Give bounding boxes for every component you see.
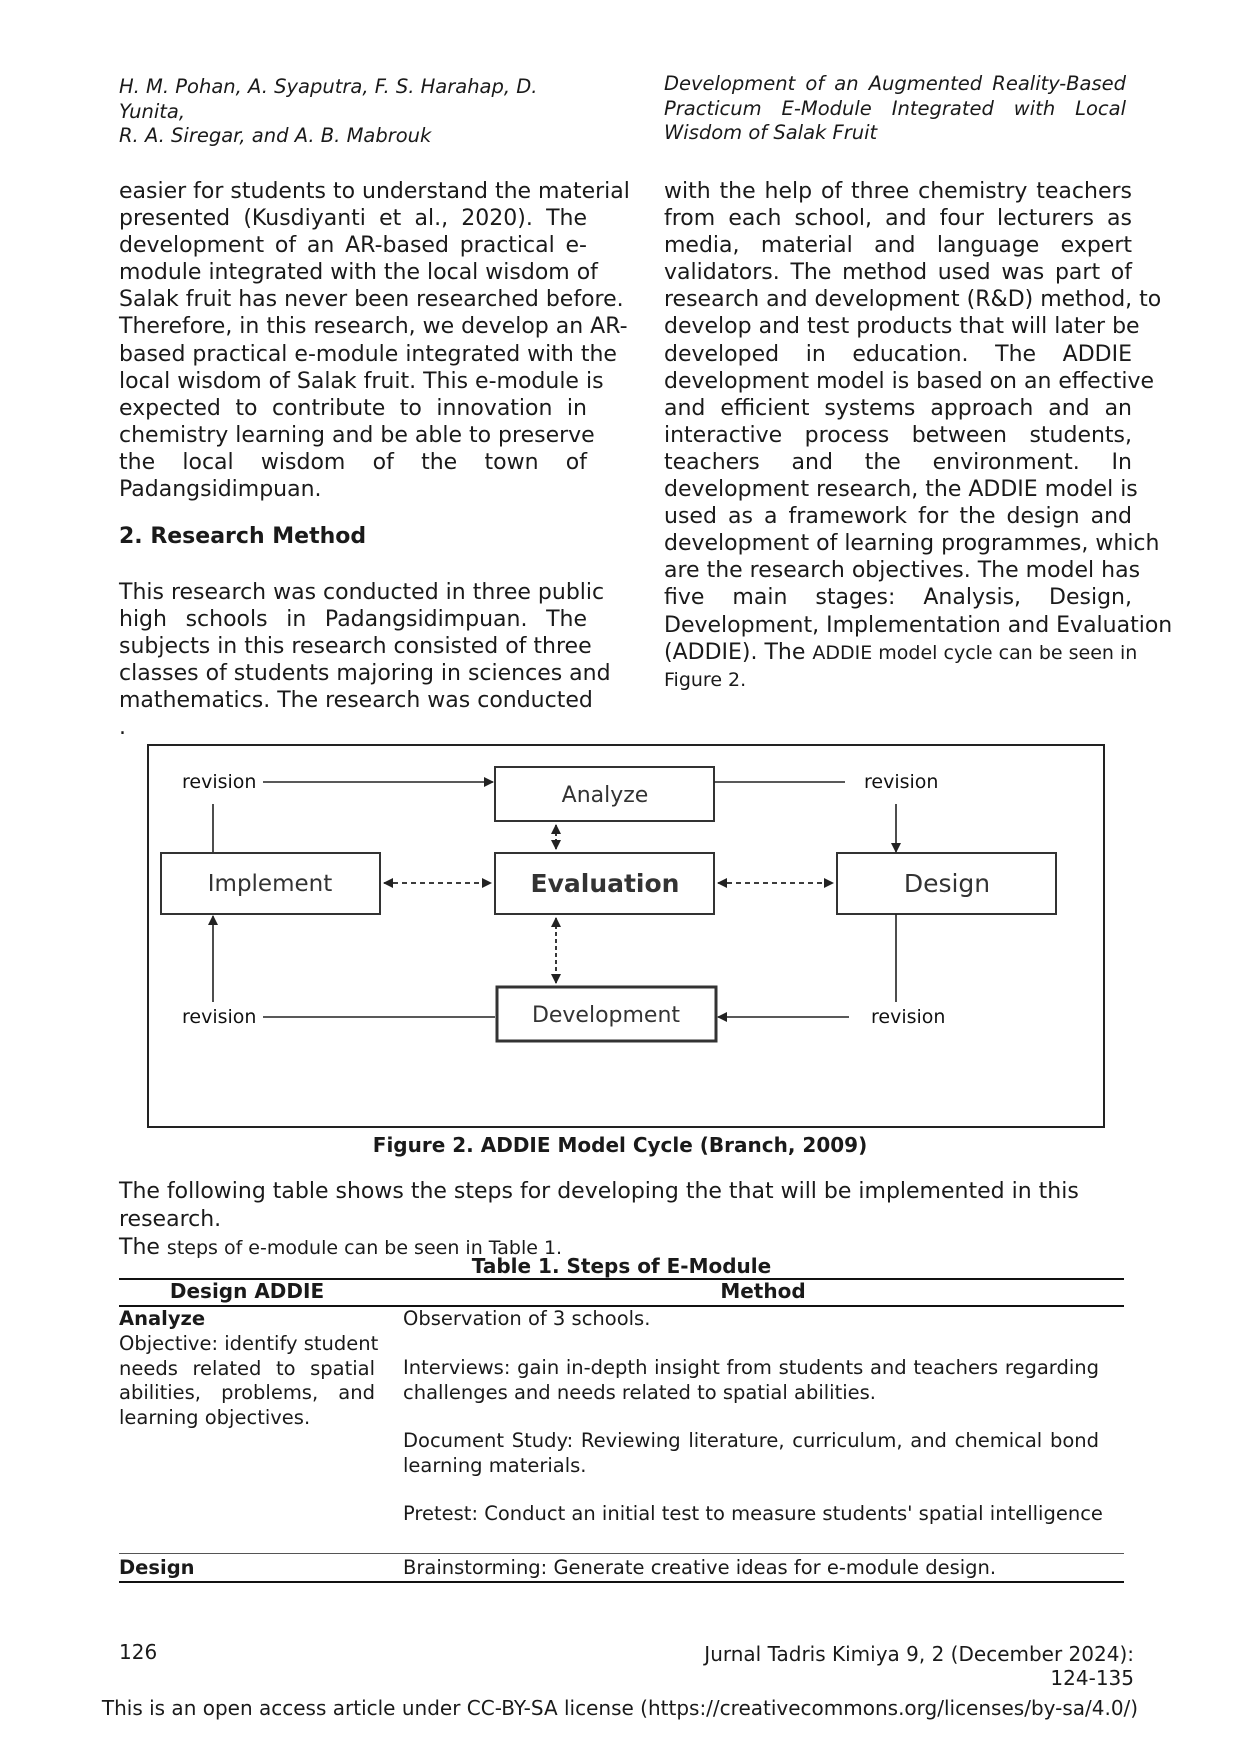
figure-caption [0,1133,1240,1157]
revision-label-top-right: revision [864,771,939,793]
text-line: Brainstorming: Generate creative ideas for e-module design. [403,1556,997,1579]
text-line: Pretest: Conduct an initial test to measure students' spatial intelligence [403,1502,1103,1525]
text-line: learning objectives. [119,1405,311,1429]
text-line: The following table shows the steps for developing the that will be implemented in this research. [119,1179,1079,1232]
text-line: Observation of 3 schools. [403,1307,651,1330]
text-line: the local wisdom of the town of [119,449,587,475]
revision-label-bottom-left: revision [182,1006,257,1028]
text-line: high schools in Padangsidimpuan. The [119,607,587,633]
table-row-stage: Analyze [119,1307,206,1330]
table-method-item [403,1502,1103,1527]
text-line: subjects in this research consisted of three [119,634,592,660]
text-line: Salak fruit has never been researched before. [119,287,624,313]
text-line: mathematics. The research was conducted [119,688,593,714]
addie-figure [147,744,1105,1128]
text-line: chemistry learning and be able to preserve [119,422,595,448]
text-line: five main stages: Analysis, Design, [664,585,1132,611]
text-fragment-small: ADDIE model cycle can be seen in [812,641,1138,664]
table-row-rule [119,1553,1124,1554]
text-line: development of an AR-based practical e- [119,233,587,259]
text-line: and efficient systems approach and an [664,395,1132,421]
revision-label-top-left: revision [182,771,257,793]
text-line: local wisdom of Salak fruit. This e-module is [119,368,604,394]
table-method-item [403,1556,1099,1581]
text-line: based practical e-module integrated with the [119,341,617,367]
development-label: Development [531,1003,681,1028]
text-line: used as a framework for the design and [664,504,1132,530]
text-line: Padangsidimpuan. [119,477,322,503]
text-line: . [119,715,126,741]
table-bottom-rule [119,1581,1124,1583]
text-line: learning materials. [403,1453,587,1477]
paragraph-after-figure [119,1178,1132,1262]
implement-label: Implement [207,871,333,897]
addie-diagram [149,746,1103,1126]
table-header-method: Method [720,1279,806,1303]
table-header-design: Design ADDIE [169,1279,325,1303]
text-line: develop and test products that will later be [664,314,1140,340]
figure-caption-text: . ADDIE Model Cycle (Branch, 2009) [466,1133,868,1157]
text-line: development model is based on an effective [664,368,1155,394]
text-line: Objective: identify student [119,1332,379,1355]
left-column-paragraph [119,579,611,742]
evaluation-label: Evaluation [530,869,680,898]
right-column-paragraph [664,178,1173,694]
figure-caption-prefix: Figure 2 [372,1133,467,1157]
running-header-authors [119,75,589,149]
analyze-label: Analyze [561,783,649,808]
text-line: research and development (R&D) method, to [664,287,1162,313]
text-line: presented (Kusdiyanti et al., 2020). The [119,206,587,232]
table-method-item [403,1307,1099,1332]
text-line: development research, the ADDIE model is [664,477,1138,503]
header-authors-line: R. A. Siregar, and A. B. Mabrouk [119,124,432,147]
text-line: Figure 2. [664,668,747,691]
text-fragment-small: steps of e-module can be seen in Table 1. [166,1237,563,1259]
text-fragment: The [119,1235,167,1260]
text-line: developed in education. The ADDIE [664,341,1132,367]
text-line: Interviews: gain in-depth insight from students and teachers regarding [403,1356,1099,1379]
text-line: This research was conducted in three public [119,580,605,605]
text-line: needs related to spatial [119,1356,375,1380]
header-title-line: Practicum E-Module Integrated with Local [664,96,1126,120]
header-authors-line: H. M. Pohan, A. Syaputra, F. S. Harahap, D. Yunita, [119,75,538,123]
license-notice: This is an open access article under CC-BY-SA license (https://creativecommons.org/licenses/by-sa/4.0/) [101,1696,1139,1720]
text-line: easier for students to understand the material [119,179,630,204]
text-line: interactive process between students, [664,422,1132,448]
text-line: Document Study: Reviewing literature, curriculum, and chemical bond [403,1429,1099,1452]
text-line: development of learning programmes, which [664,531,1160,557]
left-column-paragraph [119,178,630,503]
journal-reference: Jurnal Tadris Kimiya 9, 2 (December 2024): 124-135 [704,1642,1134,1690]
table-title: Table 1. Steps of E-Module [471,1254,772,1278]
text-line: are the research objectives. The model has [664,558,1141,584]
text-line: abilities, problems, and [119,1381,375,1404]
section-heading: 2. Research Method [119,524,367,549]
table-method-item [403,1356,1099,1405]
text-line: module integrated with the local wisdom of [119,260,598,286]
text-line: from each school, and four lecturers as [664,206,1132,232]
table-row-stage: Design [119,1556,195,1579]
table-row-stage-description [119,1332,379,1430]
text-line: classes of students majoring in sciences and [119,661,611,687]
text-line: with the help of three chemistry teachers [664,179,1132,204]
running-header-title [664,72,1126,146]
text-line: media, material and language expert [664,233,1132,259]
text-line: expected to contribute to innovation in [119,395,587,421]
revision-label-bottom-right: revision [871,1006,946,1028]
text-line [664,639,1138,667]
table-method-item [403,1429,1099,1478]
header-title-line: Development of an Augmented Reality-Based [664,72,1126,95]
text-line: Therefore, in this research, we develop an AR- [119,314,628,340]
text-line: teachers and the environment. In [664,449,1132,475]
text-line: Development, Implementation and Evaluation [664,612,1173,638]
page-number: 126 [119,1640,158,1664]
header-title-line: Wisdom of Salak Fruit [664,121,878,144]
text-line: validators. The method used was part of [664,260,1132,286]
text-fragment: (ADDIE). The [664,639,813,665]
design-label: Design [903,869,991,898]
text-line: challenges and needs related to spatial abilities. [403,1380,876,1404]
